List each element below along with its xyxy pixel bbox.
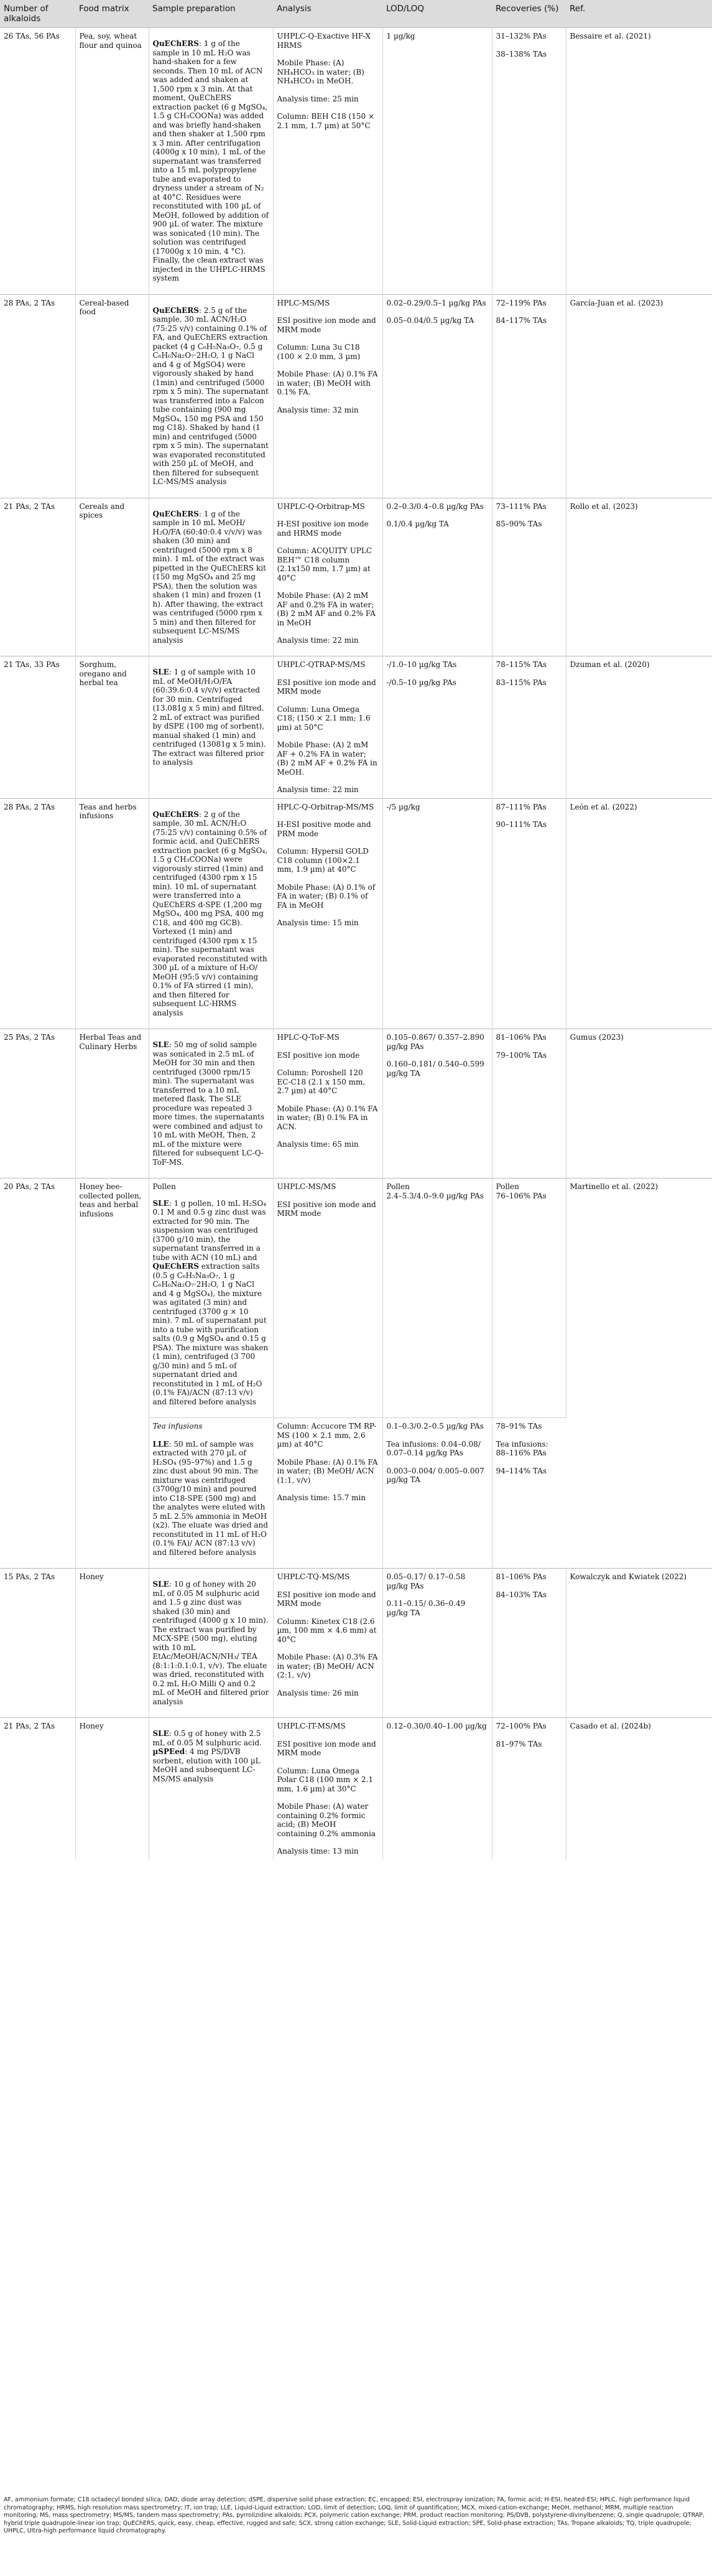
table-row	[0, 798, 712, 1029]
analysis-line: Analysis time: 13 min	[277, 1847, 359, 1855]
table-footnote: AF, ammonium formate; C18 octadecyl bonded silica; DAD, diode array detection; dSPE, dispersive solid phase extraction; EC, encapped; ESI, electrospray ionization; FA, formic acid; H-ESI, heated-ESI; HPLC, high performance liquid chromatography; HRMS, high resolution mass spectrometry; IT, ion trap; LLE, Liquid-Liquid extraction; LOD, limit of detection; LOQ, limit of quantification; MCX, mixed-cation-exchange; MeOH, methanol; MRM, multiple reaction monitoring; MS, mass spectrometry; MS/MS, tandem mass spectrometry; PAs, pyrrolizidine alkaloids; PCX, polymeric cation exchange; PRM, product reaction monitoring; PS/DVB, polystyrene-divinylbenzene; Q, single quadrupole; QTRAP, hybrid triple quadrupole-linear ion trap; QuEChERS, quick, easy, cheap, effective, rugged and safe; SCX, strong cation exchange; SLE, Solid-Liquid extraction; SPE, Solid-phase extraction; TAs, Tropane alkaloids; TQ, triple quadrupole; UHPLC, Ultra-high performance liquid chromatography.	[4, 2496, 705, 2534]
prep-body-text: : 50 mL of sample was extracted with 270 µL of H₂SO₄ (95–97%) and 1.5 g zinc dust about 90 min. The mixture was centrifuged (3700g/10 min) and poured into C18-SPE (500 mg) and the analytes were eluted with 5 mL 2.5% ammonia in MeOH (x2). The eluate was dried and reconstituted in 11 mL of H₂O (0.1% FA)/ ACN (87:13 v/v) and filtered before analysis	[152, 1439, 268, 1557]
ref-cell	[566, 498, 712, 656]
analysis-line: Mobile Phase: (A) 0.1% of FA in water; (B) 0.1% of FA in MeOH	[277, 882, 376, 910]
ref-cell	[566, 1718, 712, 1860]
reference: Dzuman et al. (2020)	[570, 660, 650, 669]
recoveries-cell	[492, 28, 566, 295]
lod-sample-label: Pollen	[386, 1182, 410, 1191]
prep-sample-label: Tea infusions	[152, 1422, 203, 1430]
recovery-value: 78–91% TAs	[496, 1422, 542, 1430]
analysis-line: Column: Luna Omega C18; (150 × 2.1 mm; 1.6 µm) at 50°C	[277, 704, 371, 732]
alkaloid-count: 25 PAs, 2 TAs	[4, 1033, 55, 1042]
lod-value: -/1.0–10 µg/kg TAs	[386, 660, 457, 669]
prep-cell	[149, 1418, 273, 1569]
analysis-line: ESI positive ion mode and MRM mode	[277, 678, 376, 696]
food-matrix: Herbal Teas and Culinary Herbs	[79, 1033, 142, 1051]
recoveries-cell	[492, 798, 566, 1029]
analysis-line: ESI positive ion mode and MRM mode	[277, 1200, 376, 1218]
analysis-line: UHPLC-Q-Exactive HF-X HRMS	[277, 32, 371, 50]
analysis-line: Mobile Phase: (A) 0.1% FA in water; (B) 0.1% FA in ACN.	[277, 1104, 378, 1131]
analysis-line: Column: Luna Omega Polar C18 (100 mm × 2.1 mm, 1.6 µm) at 30°C	[277, 1766, 374, 1793]
recovery-value: 85–90% TAs	[496, 520, 542, 528]
prep-text	[153, 510, 269, 645]
table-row	[0, 1718, 712, 1860]
recovery-value: 83–115% PAs	[496, 678, 547, 687]
analysis-line: Mobile Phase: (A) 0.1% FA in water; (B) MeOH with 0.1% FA.	[277, 370, 378, 396]
analysis-line: HPLC-Q-ToF-MS	[277, 1033, 340, 1042]
prep-body-text: : 1 g of the sample in 10 mL MeOH/ H₂O/FA (60:40:0.4 v/v/v) was shaken (30 min) and centrifuged (5000 rpm x 8 min). 1 mL of the extract was pipetted in the QuEChERS kit (150 mg MgSO₄ and 25 mg PSA), then the solution was shaken (1 min) and frozen (1 h). After thawing, the extract was centrifuged (5000 rpm x 5 min) and then filtered for subsequent LC-MS/MS analysis	[152, 509, 266, 645]
analysis-line: HPLC-Q-Orbitrap-MS/MS	[277, 802, 374, 811]
recovery-value: 31–132% PAs	[496, 32, 547, 40]
prep-method-label: QuEChERS	[152, 39, 199, 48]
matrix-cell	[75, 1569, 149, 1718]
prep-sample-label: Pollen	[152, 1182, 176, 1191]
analysis-line: UHPLC-IT-MS/MS	[277, 1722, 346, 1730]
prep-text	[153, 306, 269, 487]
recovery-value: 90–111% TAs	[496, 820, 547, 829]
analysis-line: UHPLC-TQ-MS/MS	[277, 1572, 350, 1581]
prep-cell	[149, 656, 273, 799]
lod-cell	[382, 1418, 492, 1569]
ref-cell	[566, 656, 712, 799]
recovery-value: 72–100% PAs	[496, 1722, 547, 1730]
header-prep: Sample preparation	[149, 0, 273, 28]
matrix-cell	[75, 294, 149, 498]
analysis-line: Analysis time: 25 min	[277, 94, 359, 103]
reference: Martinello et al. (2022)	[570, 1182, 659, 1191]
alkaloids-cell	[0, 798, 75, 1029]
ref-cell	[566, 28, 712, 295]
prep-body-text: : 50 mg of solid sample was sonicated in 2.5 mL of MeOH for 30 min and then centrifuged (3000 rpm/15 min). The supernatant was transferred to a 10 mL metered flask. The SLE procedure was repeated 3 more times. the supernatants were combined and adjust to 10 mL with MeOH, Then, 2 mL of the mixture were filtered for subsequent LC-Q-ToF-MS.	[152, 1040, 265, 1167]
prep-text	[153, 39, 269, 283]
food-matrix: Honey	[79, 1722, 104, 1730]
reference: García-Juan et al. (2023)	[570, 298, 663, 307]
prep-cell	[149, 1569, 273, 1718]
recovery-value: 84–103% TAs	[496, 1590, 547, 1599]
recoveries-cell	[492, 1418, 566, 1569]
table-row	[0, 1569, 712, 1718]
ref-cell	[566, 798, 712, 1029]
reference: Casado et al. (2024b)	[570, 1722, 651, 1730]
reference: León et al. (2022)	[570, 802, 637, 811]
alkaloid-count: 28 PAs, 2 TAs	[4, 802, 55, 811]
analysis-line: ESI positive ion mode	[277, 1050, 360, 1060]
reference: Kowalczyk and Kwiatek (2022)	[570, 1572, 687, 1581]
prep-cell	[149, 1178, 273, 1418]
analysis-line: Mobile Phase: (A) 0.1% FA in water; (B) MeOH/ ACN (1:1, v/v)	[277, 1457, 378, 1485]
table-row	[0, 498, 712, 656]
analysis-line: ESI positive ion mode and MRM mode	[277, 1590, 376, 1608]
lod-cell	[382, 294, 492, 498]
prep-method-label: SLE	[152, 1198, 169, 1208]
lod-cell	[382, 1718, 492, 1860]
recovery-value: 76–106% PAs	[496, 1191, 547, 1200]
ref-cell	[566, 1569, 712, 1718]
analysis-cell	[273, 1418, 382, 1569]
lod-cell	[382, 798, 492, 1029]
prep-method-label: SLE	[152, 1729, 169, 1738]
recovery-value: Tea infusions: 88–116% PAs	[496, 1439, 548, 1457]
analysis-cell	[273, 656, 382, 799]
prep-body-text: : 4 mg PS/DVB sorbent, elution with 100 µL MeOH and subsequent LC-MS/MS analysis	[152, 1747, 261, 1783]
prep-text	[153, 1040, 269, 1167]
analysis-line: Analysis time: 15 min	[277, 918, 359, 927]
analysis-line: Column: Accucore TM RP-MS (100 × 2.1 mm, 2.6 µm) at 40°C	[277, 1422, 377, 1449]
recovery-value: 84–117% TAs	[496, 316, 547, 325]
matrix-cell	[75, 1718, 149, 1860]
reference: Gumus (2023)	[570, 1033, 624, 1042]
alkaloids-cell	[0, 1178, 75, 1569]
analysis-line: Mobile Phase: (A) 2 mM AF and 0.2% FA in water; (B) 2 mM AF and 0.2% FA in MeOH	[277, 591, 376, 627]
analysis-line: Mobile Phase: (A) 0.3% FA in water; (B) MeOH/ ACN (2:1, v/v)	[277, 1653, 378, 1679]
prep-text	[153, 1440, 269, 1557]
lod-value: 0.1–0.3/0.2–0.5 µg/kg PAs	[386, 1422, 484, 1430]
lod-value: 0.160–0.181/ 0.540–0.599 µg/kg TA	[386, 1060, 484, 1078]
header-recoveries: Recoveries (%)	[492, 0, 566, 28]
analysis-line: Mobile Phase: (A) 2 mM AF + 0.2% FA in water; (B) 2 mM AF + 0.2% FA in MeOH.	[277, 740, 377, 777]
alkaloid-count: 15 PAs, 2 TAs	[4, 1572, 55, 1581]
recovery-value: 81–106% PAs	[496, 1572, 547, 1581]
analysis-cell	[273, 1718, 382, 1860]
analysis-line: Analysis time: 65 min	[277, 1140, 359, 1149]
recovery-value: 78–115% TAs	[496, 660, 547, 669]
analysis-line: Mobile Phase: (A) water containing 0.2% formic acid; (B) MeOH containing 0.2% ammonia	[277, 1802, 376, 1838]
recovery-value: 81–97% TAs	[496, 1739, 542, 1748]
analysis-line: Column: Hypersil GOLD C18 column (100×2.1 mm, 1.9 µm) at 40°C	[277, 847, 369, 874]
ref-cell	[566, 1029, 712, 1178]
prep-method-label: SLE	[152, 668, 169, 676]
prep-body-text: extraction salts (0.5 g C₆H₅Na₃O₇, 1 g C₆H₆Na₂O₇·2H₂O, 1 g NaCl and 4 g MgSO₄), the mixture was agitated (3 min) and centrifuged (3700 g × 10 min). 7 mL of supernatant put into a tube with purification salts (0.9 g MgSO₄ and 0.15 g PSA). The mixture was shaken (1 min), centrifuged (3 700 g/30 min) and 5 mL of supernatant dried and reconstituted in 1 mL of H₂O (0.1% FA)/ACN (87:13 v/v) and filtered before analysis	[152, 1262, 269, 1406]
lod-value: -/5 µg/kg	[386, 802, 420, 811]
table-row	[0, 656, 712, 799]
analysis-line: Column: Kinetex C18 (2.6 µm, 100 mm × 4.6 mm) at 40°C	[277, 1617, 377, 1644]
alkaloid-count: 26 TAs, 56 PAs	[4, 32, 60, 40]
analysis-cell	[273, 498, 382, 656]
food-matrix: Pea, soy, wheat flour and quinoa	[79, 32, 142, 50]
alkaloid-count: 21 PAs, 2 TAs	[4, 1722, 55, 1730]
table-row	[0, 1029, 712, 1178]
recoveries-cell	[492, 1029, 566, 1178]
prep-method-label: SLE	[152, 1580, 169, 1589]
recoveries-cell	[492, 294, 566, 498]
prep-body-text: : 2 g of the sample, 30 mL ACN/H₂O (75:25 v/v) containing 0.5% of formic acid, and QuEChERS extraction packet (6 g MgSO₄, 1.5 g CH₃COONa) were vigorously stirred (1min) and centrifuged (4300 rpm x 15 min). 10 mL of supernatant were transferred into a QuEChERS d-SPE (1,200 mg MgSO₄, 400 mg PSA, 400 mg C18, and 400 mg GCB). Vortexed (1 min) and centrifuged (4300 rpm x 15 min). The supernatant was evaporated reconstituted with 300 µL of a mixture of H₂O/ MeOH (95:5 v/v) containing 0.1% of FA stirred (1 min), and then filtered for subsequent LC-HRMS analysis	[152, 810, 268, 1017]
prep-method-label: LLE	[152, 1439, 169, 1449]
prep-body-text: : 0.5 g of honey with 2.5 mL of 0.05 M sulphuric acid.	[152, 1729, 262, 1747]
alkaloid-count: 21 TAs, 33 PAs	[4, 660, 60, 669]
alkaloids-cell	[0, 1569, 75, 1718]
prep-cell	[149, 294, 273, 498]
lod-value: 0.12–0.30/0.40–1.00 µg/kg	[386, 1722, 487, 1730]
ref-cell	[566, 294, 712, 498]
lod-cell	[382, 1178, 492, 1418]
prep-cell	[149, 28, 273, 295]
food-matrix: Teas and herbs infusions	[79, 802, 137, 820]
analysis-cell	[273, 1029, 382, 1178]
prep-text	[153, 810, 269, 1018]
ref-cell	[566, 1178, 712, 1569]
prep-method-label: QuEChERS	[152, 810, 199, 819]
alkaloid-count: 20 PAs, 2 TAs	[4, 1182, 55, 1191]
lod-value: 0.003–0.004/ 0.005–0.007 µg/kg TA	[386, 1466, 484, 1484]
lod-value: 0.1/0.4 µg/kg TA	[386, 520, 449, 528]
matrix-cell	[75, 656, 149, 799]
prep-text	[153, 668, 269, 767]
prep-text	[153, 1729, 269, 1783]
analysis-line: UHPLC-MS/MS	[277, 1182, 336, 1191]
header-ref: Ref.	[566, 0, 712, 28]
analysis-line: H-ESI positive mode and PRM mode	[277, 820, 371, 838]
analysis-line: Analysis time: 26 min	[277, 1688, 359, 1697]
recovery-value: 94–114% TAs	[496, 1466, 547, 1475]
recoveries-cell	[492, 656, 566, 799]
lod-cell	[382, 1029, 492, 1178]
recovery-value: 73–111% PAs	[496, 502, 547, 511]
food-matrix: Honey	[79, 1572, 104, 1581]
lod-value: 0.02–0.29/0.5–1 µg/kg PAs	[386, 298, 486, 307]
analysis-line: ESI positive ion mode and MRM mode	[277, 316, 376, 334]
analysis-line: Column: Luna 3u C18 (100 × 2.0 mm, 3 µm)	[277, 343, 361, 361]
recoveries-cell	[492, 1718, 566, 1860]
recovery-sample-label: Pollen	[496, 1182, 519, 1191]
lod-cell	[382, 656, 492, 799]
lod-cell	[382, 1569, 492, 1718]
analysis-line: Column: ACQUITY UPLC BEH™ C18 column (2.1x150 mm, 1.7 µm) at 40°C	[277, 546, 372, 582]
prep-cell	[149, 498, 273, 656]
analysis-cell	[273, 294, 382, 498]
analysis-line: UHPLC-QTRAP-MS/MS	[277, 660, 366, 669]
recovery-value: 81–106% PAs	[496, 1033, 547, 1042]
prep-cell	[149, 1029, 273, 1178]
matrix-cell	[75, 798, 149, 1029]
table-row	[0, 1178, 712, 1418]
lod-value: 0.2–0.3/0.4–0.8 µg/kg PAs	[386, 502, 484, 511]
analysis-cell	[273, 28, 382, 295]
analysis-cell	[273, 798, 382, 1029]
lod-value: -/0.5–10 µg/kg PAs	[386, 678, 456, 687]
lod-cell	[382, 28, 492, 295]
analysis-line: Column: Poroshell 120 EC-C18 (2.1 x 150 mm, 2.7 µm) at 40°C	[277, 1068, 366, 1095]
analysis-line: Mobile Phase: (A) NH₄HCO₃ in water; (B) NH₄HCO₃ in MeOH.	[277, 58, 364, 85]
lod-value: 0.05–0.17/ 0.17–0.58 µg/kg PAs	[386, 1572, 466, 1590]
prep-body-text: : 1 g pollen, 10 mL H₂SO₄ 0.1 M and 0.5 g zinc dust was extracted for 90 min. The suspension was centrifuged (3700 g/10 min), the supernatant transferred in a tube with ACN (10 mL) and	[152, 1198, 266, 1262]
lod-value: 2.4–5.3/4.0–9.0 µg/kg PAs	[386, 1191, 484, 1200]
alkaloids-cell	[0, 1029, 75, 1178]
analysis-line: HPLC-MS/MS	[277, 298, 330, 307]
prep-method-label: QuEChERS	[152, 509, 199, 518]
recovery-value: 79–100% TAs	[496, 1050, 547, 1060]
prep-text	[153, 1199, 269, 1407]
alkaloids-cell	[0, 1718, 75, 1860]
alkaloids-cell	[0, 28, 75, 295]
matrix-cell	[75, 498, 149, 656]
analysis-cell	[273, 1569, 382, 1718]
alkaloids-cell	[0, 656, 75, 799]
prep-cell	[149, 1718, 273, 1860]
food-matrix: Honey bee-collected pollen, teas and herbal infusions	[79, 1182, 142, 1218]
header-alkaloids: Number of alkaloids	[0, 0, 75, 28]
lod-cell	[382, 498, 492, 656]
recoveries-cell	[492, 1178, 566, 1418]
alkaloids-cell	[0, 498, 75, 656]
reference: Rollo et al. (2023)	[570, 502, 638, 511]
matrix-cell	[75, 1029, 149, 1178]
alkaloid-count: 28 PAs, 2 TAs	[4, 298, 55, 307]
analysis-line: Analysis time: 22 min	[277, 636, 359, 645]
prep-body-text: : 1 g of sample with 10 mL of MeOH/H₂O/FA (60:39.6:0.4 v/v/v) extracted for 30 min. Centrifuged (13.081g x 5 min) and filtred. 2 mL of extract was purified by dSPE (100 mg of sorbent), manual shaked (1 min) and centrifuged (13081g x 5 min). The extract was filtered prior to analysis	[152, 668, 266, 767]
prep-method-label: µSPEed	[152, 1747, 185, 1756]
analysis-cell	[273, 1178, 382, 1418]
matrix-cell	[75, 28, 149, 295]
recovery-value: 72–119% PAs	[496, 298, 547, 307]
header-row	[0, 0, 712, 28]
prep-body-text: : 1 g of the sample in 10 mL H₂O was hand-shaken for a few seconds. Then 10 mL of ACN was added and shaken at 1,500 rpm x 3 min. At that moment, QuEChERS extraction packet (6 g MgSO₄, 1.5 g CH₃COONa) was added and was briefly hand-shaken and then shaker at 1,500 rpm x 3 min. After centrifugation (4000g x 10 min), 1 mL of the supernatant was transferred into a 15 mL polypropylene tube and evaporated to dryness under a stream of N₂ at 40°C. Residues were reconstituted with 100 µL of MeOH, followed by addition of 900 µL of water. The mixture was sonicated (10 min). The solution was centrifuged (17000g x 10 min, 4 °C). Finally, the clean extract was injected in the UHPLC-HRMS system	[152, 39, 269, 282]
matrix-cell	[75, 1178, 149, 1569]
recoveries-cell	[492, 498, 566, 656]
recovery-value: 87–111% PAs	[496, 802, 547, 811]
prep-text	[153, 1580, 269, 1706]
analysis-line: Analysis time: 32 min	[277, 405, 359, 414]
analysis-line: ESI positive ion mode and MRM mode	[277, 1739, 376, 1757]
lod-value: Tea infusions: 0.04–0.08/ 0.07–0.14 µg/kg PAs	[386, 1439, 481, 1457]
reference: Bessaire et al. (2021)	[570, 32, 651, 40]
prep-body-text: : 2.5 g of the sample, 30 mL ACN/H₂O (75:25 v/v) containing 0.1% of FA, and QuEChERS extraction packet (4 g C₆H₅Na₃O₇, 0.5 g C₆H₆Na₂O₇·2H₂O, 1 g NaCl and 4 g of MgSO4) were vigorously shaked by hand (1min) and centrifuged (5000 rpm x 5 min). The supernatant was transferred into a Falcon tube containing (900 mg MgSO₄, 150 mg PSA and 150 mg C18). Shaked by hand (1 min) and centrifuged (5000 rpm x 5 min). The supernatant was evaporated reconstituted with 250 µL of MeOH, and then filtered for subsequent LC-MS/MS analysis	[152, 306, 269, 486]
food-matrix: Sorghum, oregano and herbal tea	[79, 660, 127, 687]
lod-value: 1 µg/kg	[386, 32, 415, 40]
header-matrix: Food matrix	[75, 0, 149, 28]
analysis-line: UHPLC-Q-Orbitrap-MS	[277, 502, 365, 511]
lod-value: 0.05–0.04/0.5 µg/kg TA	[386, 316, 474, 325]
prep-method-label: SLE	[152, 1040, 169, 1049]
header-lod: LOD/LOQ	[382, 0, 492, 28]
prep-method-label: QuEChERS	[152, 1262, 199, 1271]
analysis-line: Analysis time: 15.7 min	[277, 1493, 366, 1502]
prep-body-text: : 10 g of honey with 20 mL of 0.05 M sulphuric acid and 1.5 g zinc dust was shaked (30 min) and centrifuged (4000 g x 10 min). The extract was purified by MCX-SPE (500 mg), eluting with 10 mL EtAc/MeOH/ACN/NH₃/ TEA (8:1:1:0.1:0.1, v/v). The eluate was dried, reconstituted with 0.2 mL H₂O Milli Q and 0.2 mL of MeOH and filtered prior analysis	[152, 1580, 269, 1706]
food-matrix: Cereals and spices	[79, 502, 125, 520]
recoveries-cell	[492, 1569, 566, 1718]
food-matrix: Cereal-based food	[79, 298, 129, 316]
lod-value: 0.11–0.15/ 0.36–0.49 µg/kg TA	[386, 1599, 466, 1617]
alkaloids-cell	[0, 294, 75, 498]
analysis-line: Analysis time: 22 min	[277, 785, 359, 794]
table-row	[0, 28, 712, 295]
analysis-line: H-ESI positive ion mode and HRMS mode	[277, 520, 369, 538]
table-row	[0, 294, 712, 498]
lod-value: 0.105–0.867/ 0.357–2.890 µg/kg PAs	[386, 1033, 484, 1051]
prep-method-label: QuEChERS	[152, 306, 199, 315]
alkaloid-count: 21 PAs, 2 TAs	[4, 502, 55, 511]
recovery-value: 38–138% TAs	[496, 49, 547, 58]
analysis-line: Column: BEH C18 (150 × 2.1 mm, 1.7 µm) at 50°C	[277, 112, 375, 130]
prep-cell	[149, 798, 273, 1029]
header-analysis: Analysis	[273, 0, 382, 28]
